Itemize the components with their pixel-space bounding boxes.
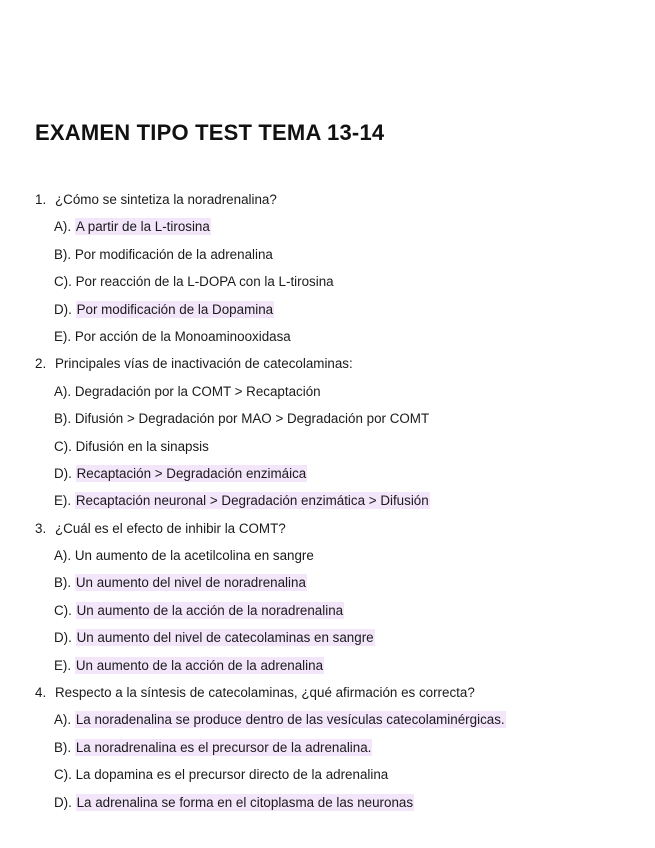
option-letter: D). [54,465,72,481]
answer-option [0,378,655,405]
question-number: 3. [35,520,47,536]
option-letter: D). [54,630,72,646]
answer-option [0,268,655,295]
option-text: Un aumento de la acetilcolina en sangre [74,548,314,564]
answer-option [0,706,655,733]
option-letter: A). [54,383,72,399]
question-text: Respecto a la síntesis de catecolaminas, ¿qué afirmación es correcta? [55,685,475,701]
question-text: Principales vías de inactivación de catecolaminas: [55,356,353,372]
option-text: Por modificación de la adrenalina [74,246,273,262]
answer-option [0,405,655,432]
option-letter: C). [54,438,72,454]
option-text-highlighted: Un aumento del nivel de catecolaminas en sangre [76,630,374,646]
answer-option [0,569,655,596]
question-3 [0,515,655,679]
question-text-line [0,186,655,213]
answer-option [0,460,655,487]
question-list [0,186,655,816]
question-1 [0,186,655,350]
question-2 [0,350,655,514]
answer-option [0,789,655,816]
option-text: La dopamina es el precursor directo de la adrenalina [75,767,389,783]
answer-option [0,542,655,569]
option-letter: E). [54,493,72,509]
question-text-line [0,350,655,377]
option-letter: B). [54,246,72,262]
option-letter: A). [54,712,72,728]
answer-option [0,213,655,240]
answer-option [0,296,655,323]
answer-option [0,241,655,268]
option-letter: B). [54,739,72,755]
answer-option [0,624,655,651]
option-letter: D). [54,794,72,810]
option-text-highlighted: Un aumento del nivel de noradrenalina [75,575,306,591]
question-4 [0,679,655,816]
answer-option [0,323,655,350]
option-text-highlighted: La noradenalina se produce dentro de las vesículas catecolaminérgicas. [75,712,505,728]
option-text: Por reacción de la L-DOPA con la L-tirosina [75,274,334,290]
option-text: Por acción de la Monoaminooxidasa [74,328,291,344]
option-text-highlighted: Recaptación > Degradación enzimáica [76,465,307,481]
option-letter: B). [54,575,72,591]
answer-option [0,487,655,514]
option-text-highlighted: Un aumento de la acción de la adrenalina [75,657,324,673]
answer-option [0,652,655,679]
question-number: 1. [35,192,47,207]
option-letter: A). [54,548,72,564]
question-text-line [0,679,655,706]
answer-option [0,433,655,460]
option-letter: E). [54,328,72,344]
option-text-highlighted: Un aumento de la acción de la noradrenalina [76,602,344,618]
answer-option [0,597,655,624]
option-letter: E). [54,657,72,673]
question-text: ¿Cómo se sintetiza la noradrenalina? [55,192,277,207]
option-letter: C). [54,274,72,290]
question-text: ¿Cuál es el efecto de inhibir la COMT? [55,520,286,536]
question-number: 4. [35,685,47,701]
answer-option [0,761,655,788]
option-letter: C). [54,602,72,618]
question-number: 2. [35,356,47,372]
option-text-highlighted: Recaptación neuronal > Degradación enzimática > Difusión [75,493,429,509]
option-letter: D). [54,301,72,317]
option-text: Difusión > Degradación por MAO > Degradación por COMT [74,411,430,427]
answer-option [0,734,655,761]
option-text: Degradación por la COMT > Recaptación [74,383,321,399]
option-text-highlighted: Por modificación de la Dopamina [76,301,274,317]
option-text-highlighted: La adrenalina se forma en el citoplasma de las neuronas [76,794,414,810]
option-letter: A). [54,219,72,235]
exam-title: EXAMEN TIPO TEST TEMA 13-14 [35,120,385,145]
option-letter: C). [54,767,72,783]
option-letter: B). [54,411,72,427]
option-text: Difusión en la sinapsis [75,438,209,454]
option-text-highlighted: La noradrenalina es el precursor de la adrenalina. [75,739,372,755]
question-text-line [0,515,655,542]
option-text-highlighted: A partir de la L-tirosina [75,219,210,235]
